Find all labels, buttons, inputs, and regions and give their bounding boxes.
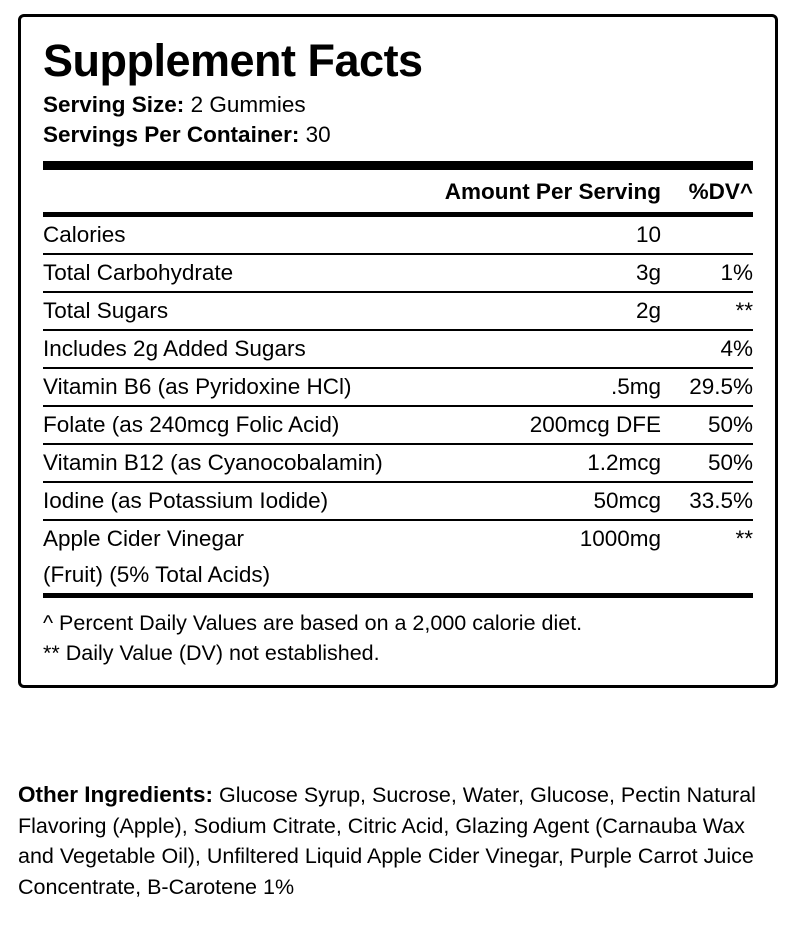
daily-value-header: %DV^	[688, 178, 753, 204]
row-dv: 50%	[707, 411, 753, 437]
header-spacer	[43, 170, 421, 215]
table-row	[43, 331, 753, 368]
table-row	[43, 483, 753, 520]
row-name: Iodine (as Potassium Iodide)	[43, 487, 329, 513]
row-amount: 50mcg	[593, 487, 661, 513]
table-row	[43, 407, 753, 444]
row-dv: **	[735, 297, 753, 323]
supplement-facts-panel	[18, 14, 778, 688]
row-name: Total Carbohydrate	[43, 259, 234, 285]
row-dv: 50%	[707, 449, 753, 475]
row-name: Apple Cider Vinegar	[43, 525, 244, 551]
table-row	[43, 217, 753, 254]
row-name: Folate (as 240mcg Folic Acid)	[43, 411, 340, 437]
row-name: Vitamin B12 (as Cyanocobalamin)	[43, 449, 383, 475]
row-amount	[421, 331, 661, 368]
serving-size-line	[43, 90, 753, 120]
row-dv: 4%	[720, 335, 753, 361]
table-row	[43, 521, 753, 557]
table-row	[43, 293, 753, 330]
other-ingredients	[18, 779, 780, 902]
serving-size-value: 2 Gummies	[190, 92, 306, 118]
row-name: Calories	[43, 221, 126, 247]
row-dv	[661, 557, 753, 596]
divider-thick-top	[43, 161, 753, 170]
table-row-continuation	[43, 557, 753, 596]
footnotes	[43, 598, 753, 669]
table-row	[43, 255, 753, 292]
other-ingredients-text: Glucose Syrup, Sucrose, Water, Glucose, Pectin Natural Flavoring (Apple), Sodium Citrate, Citric Acid, Glazing Agent (Carnauba Wax and Vegetable Oil), Unfiltered Liquid Apple Cider Vinegar, Purple Carrot Juice Concentrate, B-Carotene 1%	[18, 783, 756, 899]
row-amount: 3g	[635, 259, 661, 285]
table-header-row	[43, 170, 753, 215]
row-dv: 33.5%	[689, 487, 753, 513]
amount-per-serving-header: Amount Per Serving	[444, 178, 661, 204]
nutrition-table	[43, 170, 753, 598]
servings-per-container-label: Servings Per Container:	[43, 121, 300, 147]
other-ingredients-label: Other Ingredients:	[18, 782, 214, 807]
row-dv: 29.5%	[689, 373, 753, 399]
page-title: Supplement Facts	[43, 35, 423, 86]
row-amount: 2g	[635, 297, 661, 323]
servings-per-container-line	[43, 120, 753, 150]
footnote-dv-not-established: ** Daily Value (DV) not established.	[43, 641, 380, 666]
row-dv: **	[735, 525, 753, 551]
row-amount: 1000mg	[579, 525, 661, 551]
row-name: Includes 2g Added Sugars	[43, 335, 306, 361]
table-row	[43, 445, 753, 482]
table-row	[43, 369, 753, 406]
serving-size-label: Serving Size:	[43, 92, 185, 118]
row-amount: 200mcg DFE	[529, 411, 661, 437]
row-amount: 10	[635, 221, 661, 247]
row-dv: 1%	[720, 259, 753, 285]
row-dv	[661, 217, 753, 254]
row-amount: 1.2mcg	[587, 449, 661, 475]
footnote-daily-value: ^ Percent Daily Values are based on a 2,000 calorie diet.	[43, 610, 583, 635]
servings-per-container-value: 30	[305, 121, 331, 147]
row-name: Vitamin B6 (as Pyridoxine HCl)	[43, 373, 352, 399]
row-amount: .5mg	[610, 373, 661, 399]
row-name: Total Sugars	[43, 297, 169, 323]
row-amount	[421, 557, 661, 596]
row-name: (Fruit) (5% Total Acids)	[43, 561, 271, 587]
